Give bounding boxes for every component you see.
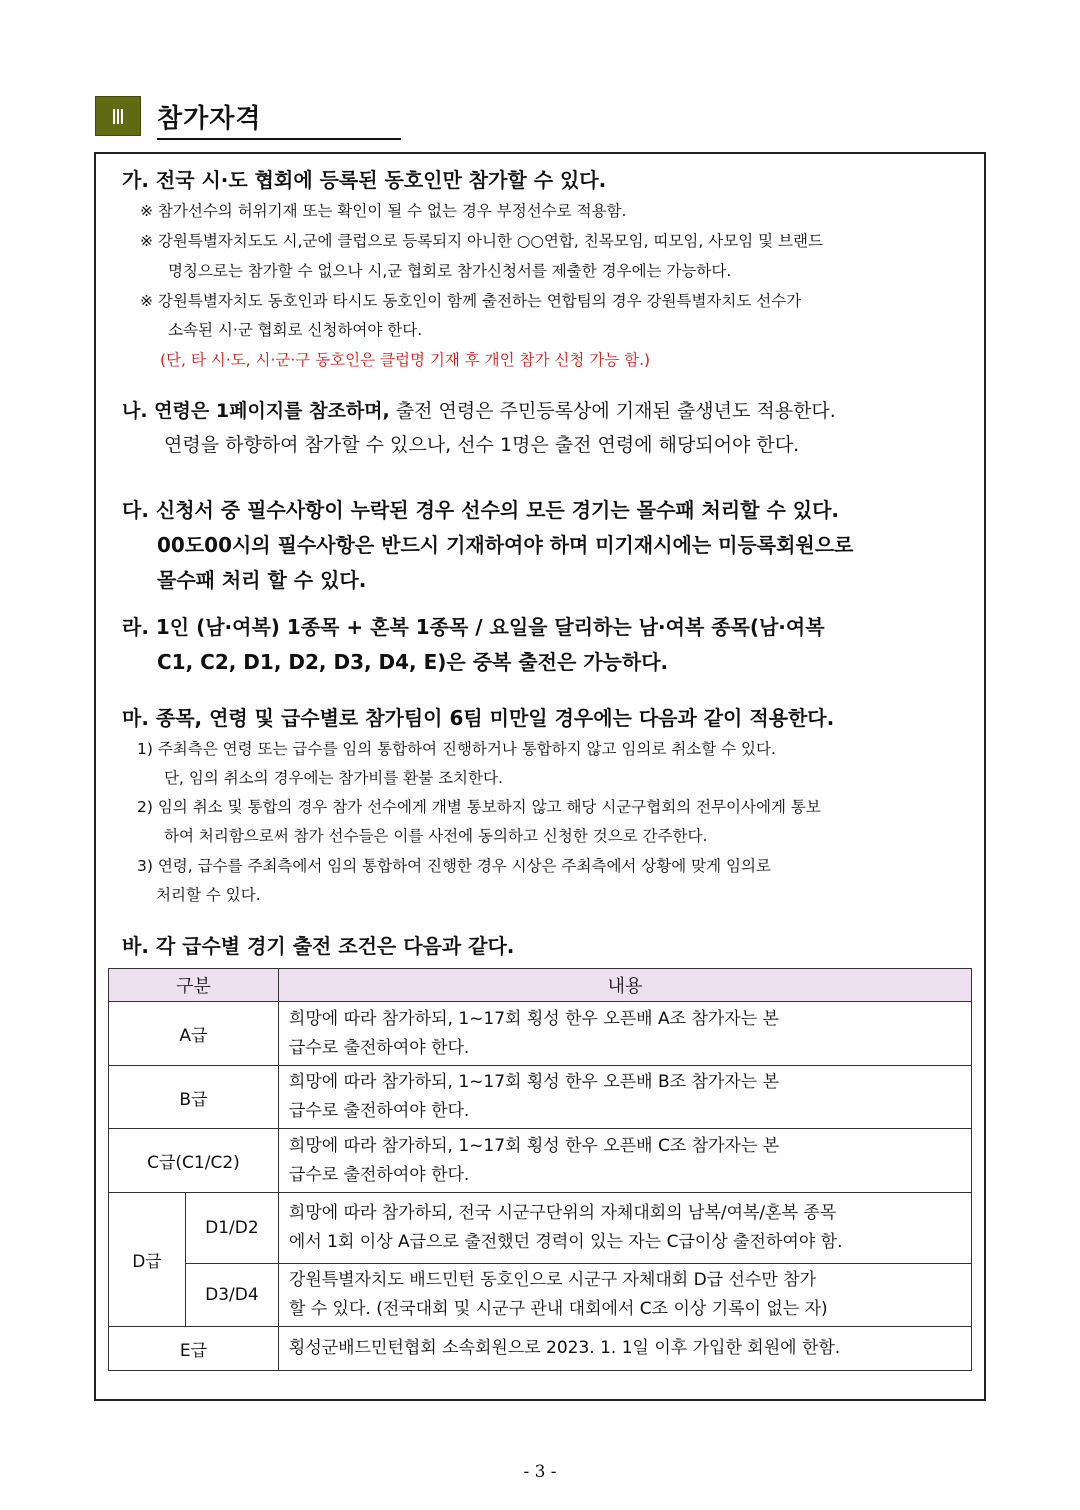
row-a-line-2: 급수로 출전하여야 한다.	[288, 1037, 470, 1058]
item-ma-title: 마. 종목, 연령 및 급수별로 참가팀이 6팀 미만일 경우에는 다음과 같이 적용한다.	[122, 706, 835, 730]
row-a-line-1: 희망에 따라 참가하되, 1~17회 횡성 한우 오픈배 A조 참가자는 본	[288, 1008, 779, 1029]
row-d34-line-1: 강원특별자치도 배드민턴 동호인으로 시군구 자체대회 D급 선수만 참가	[288, 1270, 817, 1290]
row-e-label: E급	[109, 1327, 279, 1371]
item-ga-note-3-cont: 소속된 시·군 협회로 신청하여야 한다.	[168, 321, 423, 339]
table-row	[109, 1327, 972, 1371]
item-ma-1: 1) 주최측은 연령 또는 급수를 임의 통합하여 진행하거나 통합하지 않고 임의로 취소할 수 있다.	[137, 740, 776, 758]
item-ra-line-2: C1, C2, D1, D2, D3, D4, E)은 중복 출전은 가능하다.	[157, 650, 669, 674]
table-row	[109, 1129, 972, 1193]
row-b-line-1: 희망에 따라 참가하되, 1~17회 횡성 한우 오픈배 B조 참가자는 본	[288, 1072, 780, 1092]
row-b-label: B급	[109, 1066, 279, 1129]
item-da-line-1: 다. 신청서 중 필수사항이 누락된 경우 선수의 모든 경기는 몰수패 처리할 수 있다.	[122, 498, 839, 522]
item-ma-2: 2) 임의 취소 및 통합의 경우 참가 선수에게 개별 통보하지 않고 해당 시군구협회의 전무이사에게 통보	[137, 798, 821, 816]
row-d12-content	[278, 1193, 971, 1264]
row-d34-line-2: 할 수 있다. (전국대회 및 시군구 관내 대회에서 C조 이상 기록이 없는 자)	[288, 1299, 828, 1319]
row-b-content	[278, 1066, 971, 1129]
item-na-line-2: 연령을 하향하여 참가할 수 있으나, 선수 1명은 출전 연령에 해당되어야 한다.	[164, 434, 800, 456]
header-content: 내용	[278, 969, 971, 1002]
item-da-line-2: 00도00시의 필수사항은 반드시 기재하여야 하며 미기재시에는 미등록회원으로	[157, 533, 854, 557]
row-e-content: 횡성군배드민턴협회 소속회원으로 2023. 1. 1일 이후 가입한 회원에 한함.	[278, 1327, 971, 1371]
section-number: Ⅲ	[95, 96, 141, 136]
item-ba-title: 바. 각 급수별 경기 출전 조건은 다음과 같다.	[122, 934, 515, 958]
table-header-row	[109, 969, 972, 1002]
row-d-label: D급	[109, 1193, 186, 1327]
section-header	[95, 96, 401, 140]
item-ga-title: 가. 전국 시·도 협회에 등록된 동호인만 참가할 수 있다.	[122, 168, 607, 192]
row-a-content	[278, 1002, 971, 1066]
item-ra-line-1: 라. 1인 (남·여복) 1종목 + 혼복 1종목 / 요일을 달리하는 남·여복 종목(남·여복	[122, 615, 825, 639]
row-d34-content	[278, 1264, 971, 1327]
page-number: - 3 -	[523, 1462, 557, 1482]
item-ga-red-note: (단, 타 시·도, 시·군·구 동호인은 클럽명 기재 후 개인 참가 신청 가능 함.)	[160, 351, 651, 369]
header-category: 구분	[109, 969, 279, 1002]
table-row	[109, 1066, 972, 1129]
grade-table	[108, 968, 972, 1371]
table-row	[109, 1002, 972, 1066]
section-underline	[157, 138, 401, 140]
table-row	[109, 1193, 972, 1264]
item-da-line-3: 몰수패 처리 할 수 있다.	[157, 568, 367, 592]
item-ma-1-cont: 단, 임의 취소의 경우에는 참가비를 환불 조치한다.	[164, 769, 503, 787]
row-a-label: A급	[109, 1002, 279, 1066]
item-ma-3: 3) 연령, 급수를 주최측에서 임의 통합하여 진행한 경우 시상은 주최측에서 상황에 맞게 임의로	[137, 857, 771, 875]
table-row	[109, 1264, 972, 1327]
item-na-bold: 나. 연령은 1페이지를 참조하며,	[122, 400, 390, 422]
item-na-rest: 출전 연령은 주민등록상에 기재된 출생년도 적용한다.	[389, 400, 836, 422]
row-d12-line-2: 에서 1회 이상 A급으로 출전했던 경력이 있는 자는 C급이상 출전하여야 함.	[288, 1232, 843, 1252]
row-c-content	[278, 1129, 971, 1193]
row-c-line-2: 급수로 출전하여야 한다.	[288, 1164, 470, 1185]
item-ma-3-cont: 처리할 수 있다.	[156, 886, 261, 904]
row-b-line-2: 급수로 출전하여야 한다.	[288, 1101, 470, 1121]
row-d12-line-1: 희망에 따라 참가하되, 전국 시군구단위의 자체대회의 남복/여복/혼복 종목	[288, 1203, 837, 1223]
item-ga-note-1: ※ 참가선수의 허위기재 또는 확인이 될 수 없는 경우 부정선수로 적용함.	[140, 202, 627, 220]
row-d34-label: D3/D4	[185, 1264, 278, 1327]
item-ma-2-cont: 하여 처리함으로써 참가 선수들은 이를 사전에 동의하고 신청한 것으로 간주한다.	[164, 827, 708, 845]
row-d12-label: D1/D2	[185, 1193, 278, 1264]
item-ga-note-2: ※ 강원특별자치도도 시,군에 클럽으로 등록되지 아니한 ○○연합, 친목모임, 띠모임, 사모임 및 브랜드	[140, 232, 823, 250]
item-ga-note-2-cont: 명칭으로는 참가할 수 없으나 시,군 협회로 참가신청서를 제출한 경우에는 가능하다.	[168, 262, 732, 280]
item-na-line-1	[122, 396, 836, 423]
row-c-line-1: 희망에 따라 참가하되, 1~17회 횡성 한우 오픈배 C조 참가자는 본	[288, 1135, 780, 1156]
section-title: 참가자격	[157, 104, 262, 134]
item-ga-note-3: ※ 강원특별자치도 동호인과 타시도 동호인이 함께 출전하는 연합팀의 경우 강원특별자치도 선수가	[140, 292, 802, 310]
row-c-label: C급(C1/C2)	[109, 1129, 279, 1193]
